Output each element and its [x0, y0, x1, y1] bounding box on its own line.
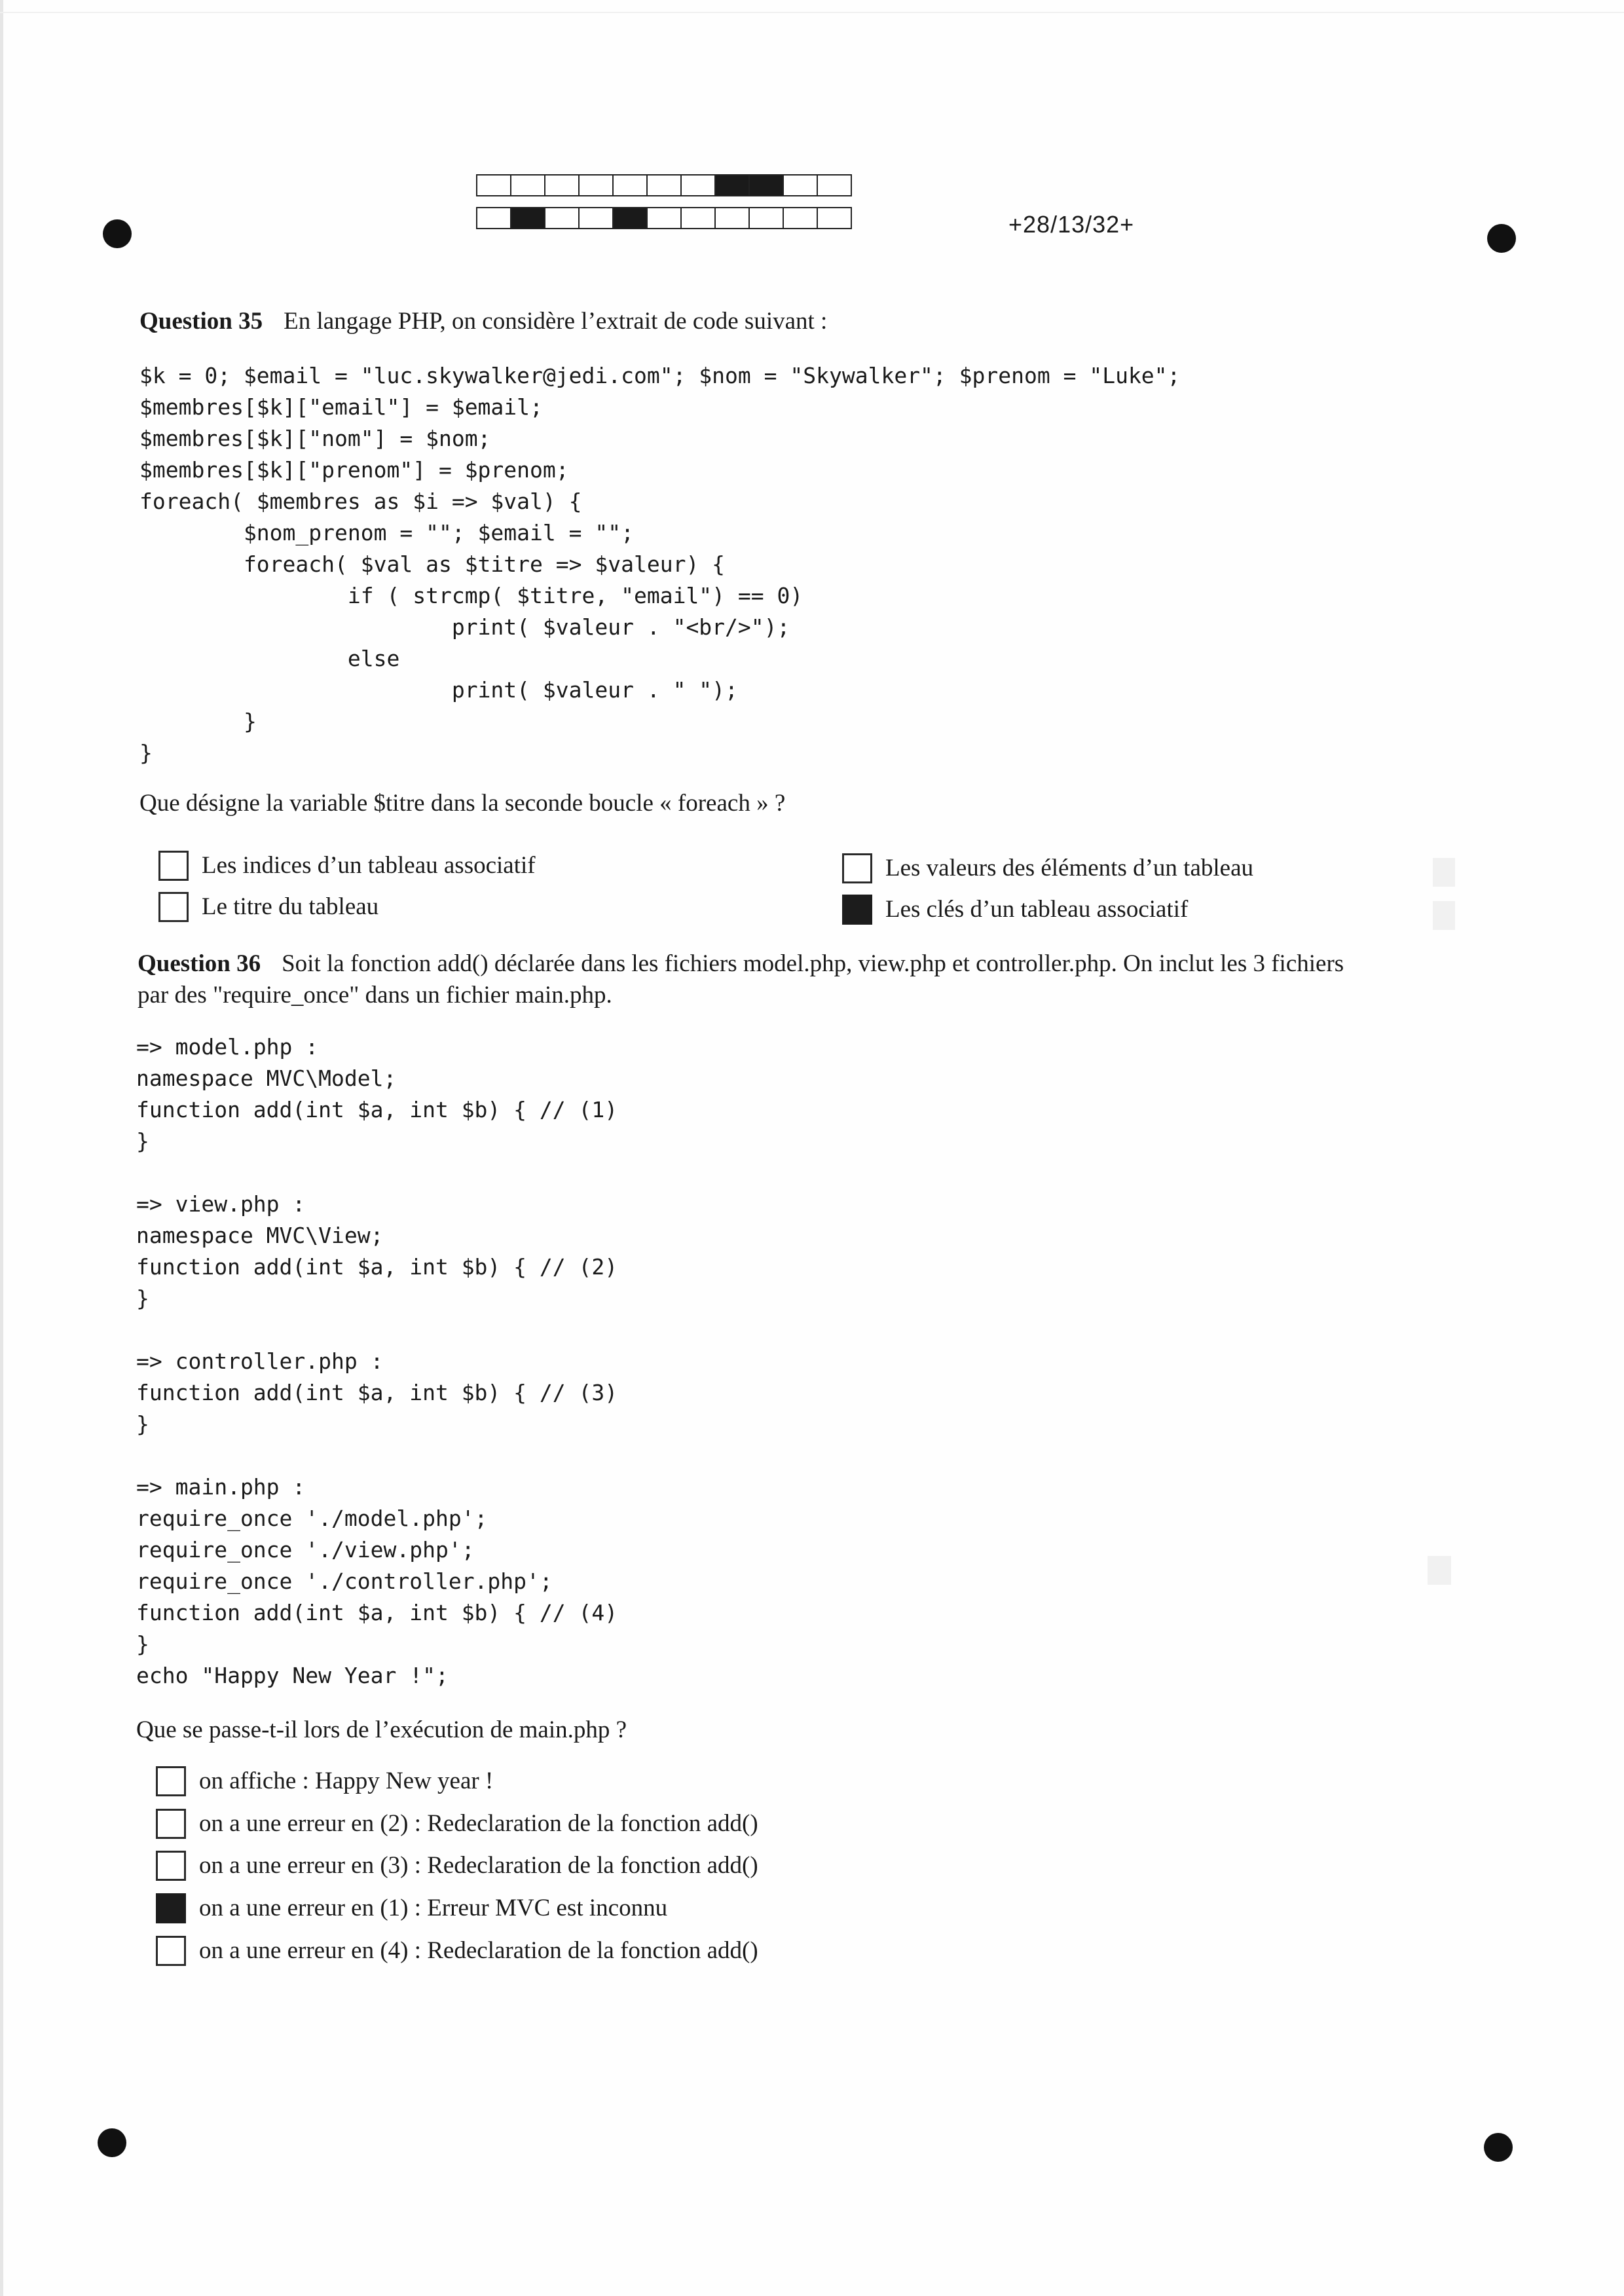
q35-choice-4[interactable]	[842, 894, 1188, 925]
choice-label: Les clés d’un tableau associatif	[885, 896, 1189, 923]
barcode-cell	[817, 207, 852, 229]
checkbox-checked[interactable]	[156, 1893, 186, 1923]
question-35-text: En langage PHP, on considère l’extrait de code suivant :	[284, 308, 828, 335]
registration-mark-top-left	[103, 219, 132, 248]
choice-label: Les valeurs des éléments d’un tableau	[885, 855, 1253, 881]
barcode-cell	[646, 174, 682, 196]
question-36-prompt: Que se passe-t-il lors de l’exécution de main.php ?	[136, 1716, 627, 1743]
checkbox[interactable]	[842, 853, 872, 883]
barcode-cell	[544, 174, 580, 196]
barcode-cell	[714, 207, 750, 229]
question-35-prompt: Que désigne la variable $titre dans la seconde boucle « foreach » ?	[139, 790, 786, 817]
page-id: +28/13/32+	[1008, 211, 1135, 238]
barcode-cell-filled	[612, 207, 648, 229]
q36-choice-5[interactable]	[156, 1935, 758, 1967]
choice-label: on a une erreur en (2) : Redeclaration de la fonction add()	[199, 1810, 758, 1837]
question-36-label: Question 36	[138, 950, 261, 977]
scan-artifact	[1433, 901, 1455, 930]
q35-choice-2[interactable]	[842, 853, 1253, 884]
barcode-row-2	[476, 207, 851, 229]
checkbox-checked[interactable]	[842, 895, 872, 925]
checkbox[interactable]	[156, 1936, 186, 1966]
barcode-cell-filled	[748, 174, 784, 196]
barcode-cell	[680, 174, 716, 196]
barcode-cell-filled	[714, 174, 750, 196]
choice-label: on affiche : Happy New year !	[199, 1768, 494, 1794]
barcode-cell	[817, 174, 852, 196]
q36-choice-1[interactable]	[156, 1766, 493, 1797]
q35-choice-3[interactable]	[158, 891, 378, 923]
barcode-cell	[748, 207, 784, 229]
barcode-row-1	[476, 174, 851, 196]
question-35-code: $k = 0; $email = "luc.skywalker@jedi.com"; $nom = "Skywalker"; $prenom = "Luke"; $membres[$k]["email"] = $email; $membres[$k]["nom"] = $nom; $membres[$k]["prenom"] = $prenom; foreach( $membres as $i => $val) { $nom_prenom = ""; $email = ""; foreach( $val as $titre => $valeur) { if ( strcmp( $titre, "email") == 0) print( $valeur . "<br/>"); else print( $valeur . " "); } }	[139, 363, 1181, 766]
checkbox[interactable]	[158, 851, 189, 881]
checkbox[interactable]	[156, 1809, 186, 1839]
choice-label: Les indices d’un tableau associatif	[202, 852, 536, 879]
barcode-cell	[612, 174, 648, 196]
question-36-header	[138, 948, 1344, 980]
scan-edge	[0, 0, 3, 2296]
barcode-cell	[578, 207, 614, 229]
scan-artifact	[1433, 858, 1455, 887]
barcode-cell	[544, 207, 580, 229]
scan-edge-top	[0, 12, 1624, 13]
barcode-cell	[783, 174, 818, 196]
question-36-text-line2: par des "require_once" dans un fichier main.php.	[138, 982, 612, 1009]
registration-mark-bottom-left	[98, 2128, 126, 2157]
registration-mark-bottom-right	[1484, 2133, 1513, 2162]
choice-label: Le titre du tableau	[202, 893, 379, 920]
question-36-code: => model.php : namespace MVC\Model; function add(int $a, int $b) { // (1) } => view.php : namespace MVC\View; function add(int $a, int $b) { // (2) } => controller.php : function add(int $a, int $b) { // (3) } => main.php : require_once './model.php'; require_once './view.php'; require_once './controller.php'; function add(int $a, int $b) { // (4) } echo "Happy New Year !";	[136, 1034, 618, 1688]
choice-label: on a une erreur en (4) : Redeclaration de la fonction add()	[199, 1937, 758, 1964]
checkbox[interactable]	[156, 1851, 186, 1881]
question-35-label: Question 35	[139, 308, 263, 335]
scan-artifact	[1428, 1556, 1451, 1585]
barcode-cell	[578, 174, 614, 196]
q36-choice-2[interactable]	[156, 1808, 758, 1840]
barcode-cell	[680, 207, 716, 229]
q35-choice-1[interactable]	[158, 850, 536, 881]
barcode-cell	[510, 174, 545, 196]
checkbox[interactable]	[158, 892, 189, 922]
registration-mark-top-right	[1487, 224, 1516, 253]
barcode-cell	[476, 174, 511, 196]
checkbox[interactable]	[156, 1766, 186, 1796]
barcode-cell-filled	[510, 207, 545, 229]
barcode-cell	[646, 207, 682, 229]
choice-label: on a une erreur en (3) : Redeclaration de la fonction add()	[199, 1852, 758, 1879]
question-35-header	[139, 305, 827, 338]
q36-choice-4[interactable]	[156, 1893, 667, 1924]
q36-choice-3[interactable]	[156, 1850, 758, 1881]
barcode-cell	[476, 207, 511, 229]
barcode-cell	[783, 207, 818, 229]
choice-label: on a une erreur en (1) : Erreur MVC est inconnu	[199, 1895, 668, 1921]
question-36-text-line1: Soit la fonction add() déclarée dans les fichiers model.php, view.php et controller.php. On inclut les 3 fichiers	[282, 950, 1344, 977]
